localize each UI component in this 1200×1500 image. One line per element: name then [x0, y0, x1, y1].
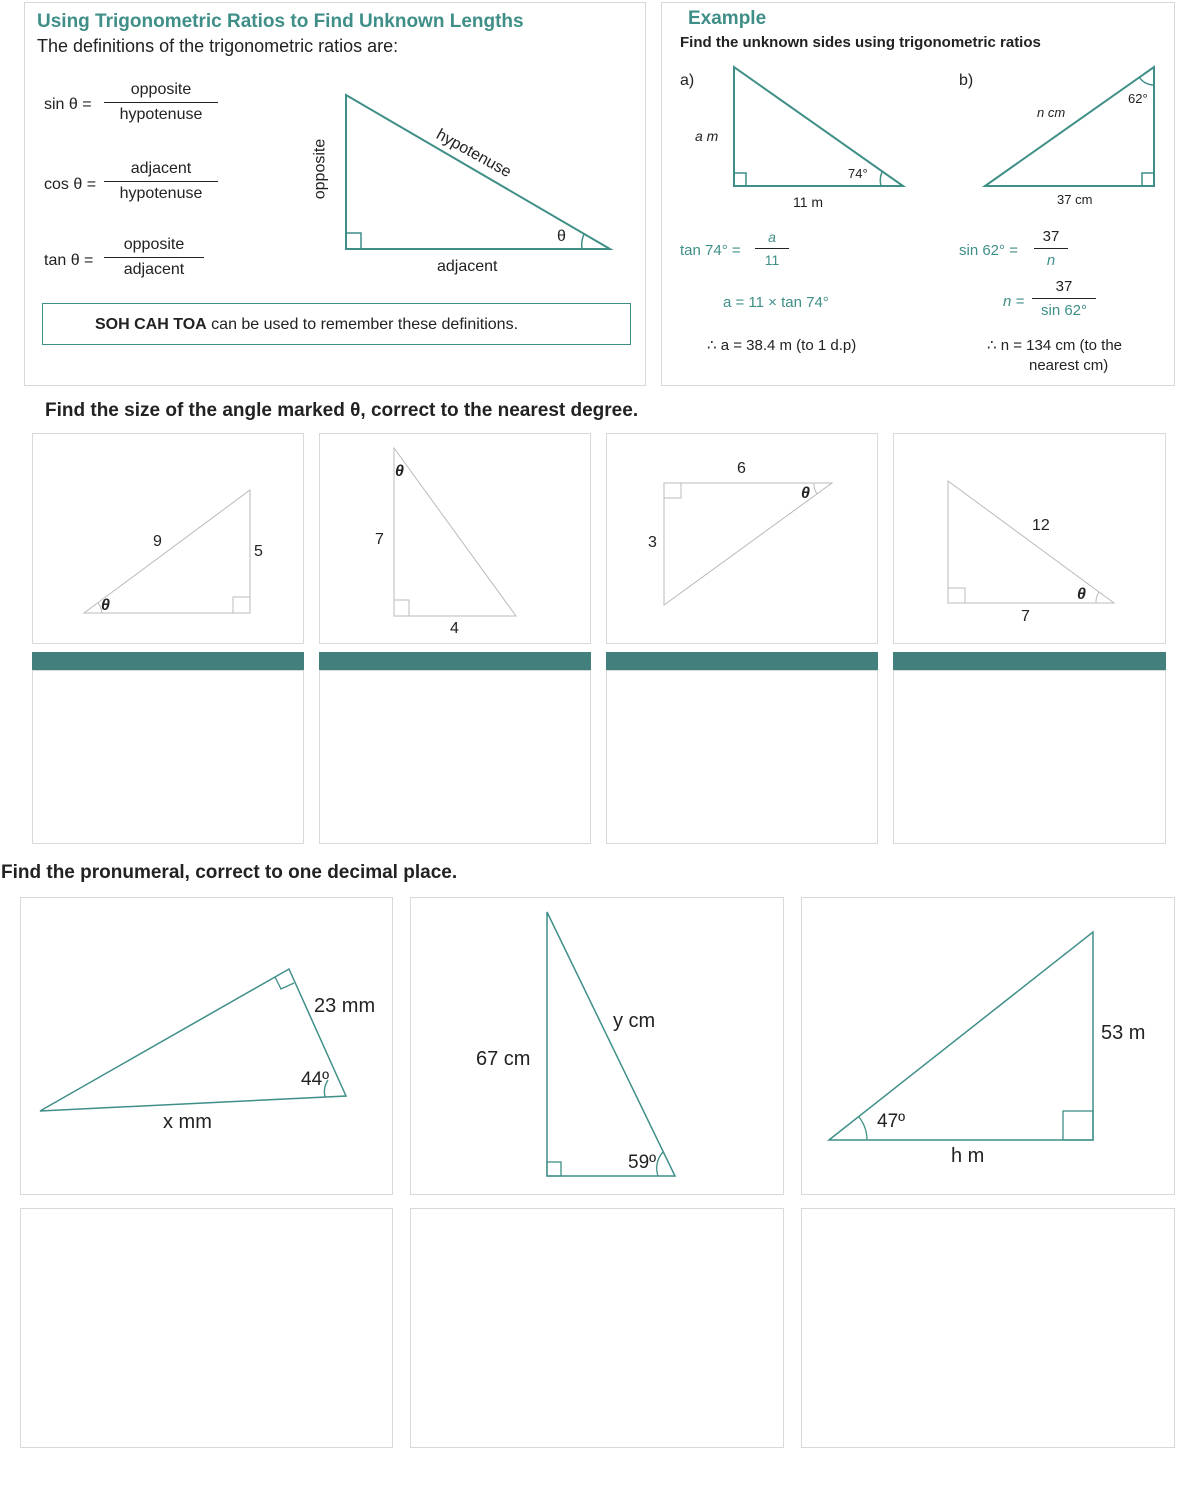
opposite-side-label: opposite [311, 138, 329, 200]
mnemonic-bold: SOH CAH TOA [95, 316, 207, 333]
sin-label: sin θ = [44, 96, 92, 113]
s2q1-base-label: x mm [163, 1111, 212, 1133]
example-a-answer: ∴ a = 38.4 m (to 1 d.p) [707, 337, 857, 354]
adjacent-side-label: adjacent [437, 258, 498, 275]
q2-theta-label: θ [395, 463, 404, 480]
s2q3-angle-label: 47º [877, 1111, 906, 1132]
working-box-3[interactable] [801, 1208, 1175, 1448]
example-b-angle: 62° [1128, 91, 1148, 106]
s2q2-hyp-label: y cm [613, 1010, 656, 1032]
definitions-title: Using Trigonometric Ratios to Find Unknown Lengths [37, 11, 524, 32]
s2q2-angle-label: 59º [628, 1152, 657, 1173]
cos-label: cos θ = [44, 176, 97, 193]
s2q3-base-label: h m [951, 1145, 985, 1167]
example-a-label: a) [680, 72, 695, 89]
q1-theta-label: θ [101, 597, 110, 614]
example-b-step2-num: 37 [1055, 278, 1073, 295]
q3-top-label: 6 [737, 460, 746, 477]
working-box-1[interactable] [20, 1208, 393, 1448]
example-b-answer-line1: ∴ n = 134 cm (to the [987, 337, 1123, 354]
q4-hyp-label: 12 [1032, 517, 1050, 534]
example-a-step2: a = 11 × tan 74° [723, 294, 829, 311]
q3-left-label: 3 [648, 534, 657, 551]
s2q1-side-label: 23 mm [314, 995, 376, 1017]
example-b-eq-lhs: sin 62° = [959, 242, 1018, 259]
example-title: Example [688, 8, 767, 29]
cos-numerator: adjacent [130, 160, 192, 177]
example-b-eq-den: n [1046, 252, 1056, 269]
hypotenuse-side-label: hypotenuse [433, 126, 514, 182]
section1-heading: Find the size of the angle marked θ, correct to the nearest degree. [45, 400, 639, 421]
cos-denominator: hypotenuse [119, 185, 203, 202]
sin-numerator: opposite [130, 81, 192, 98]
section2-heading: Find the pronumeral, correct to one decimal place. [1, 862, 458, 883]
q1-hyp-label: 9 [153, 533, 162, 550]
tan-label: tan θ = [44, 252, 94, 269]
example-a-eq-num: a [768, 229, 776, 245]
example-subtitle: Find the unknown sides using trigonometric ratios [680, 34, 1041, 51]
example-b-base: 37 cm [1057, 192, 1093, 207]
working-box-2[interactable] [410, 1208, 784, 1448]
example-b-step2-lhs: n = [1003, 293, 1025, 310]
example-b-eq-num: 37 [1042, 228, 1060, 245]
tan-numerator: opposite [123, 236, 185, 253]
q4-theta-label: θ [1077, 586, 1086, 603]
example-a-side: a m [695, 128, 719, 144]
example-a-base: 11 m [793, 194, 824, 210]
s2q1-angle-label: 44º [301, 1069, 330, 1090]
s2q2-left-label: 67 cm [476, 1048, 531, 1070]
example-a-eq-lhs: tan 74° = [680, 242, 741, 259]
s2q3-right-label: 53 m [1101, 1022, 1146, 1044]
mnemonic-rest: can be used to remember these definitions. [206, 316, 519, 333]
definitions-subtitle: The definitions of the trigonometric ratios are: [37, 36, 399, 56]
q1-opp-label: 5 [254, 543, 263, 560]
q2-left-label: 7 [375, 531, 384, 548]
example-a-angle: 74° [848, 166, 868, 181]
example-b-hyp: n cm [1037, 105, 1066, 120]
example-a-eq-den: 11 [764, 252, 780, 268]
q3-theta-label: θ [801, 485, 810, 502]
q2-bottom-label: 4 [450, 620, 459, 637]
example-b-step2-den: sin 62° [1040, 302, 1088, 319]
example-b-label: b) [959, 72, 974, 89]
tan-denominator: adjacent [123, 261, 185, 278]
q4-bottom-label: 7 [1021, 608, 1030, 625]
theta-label: θ [557, 228, 566, 245]
example-b-answer-line2: nearest cm) [1029, 357, 1109, 374]
sin-denominator: hypotenuse [119, 106, 203, 123]
